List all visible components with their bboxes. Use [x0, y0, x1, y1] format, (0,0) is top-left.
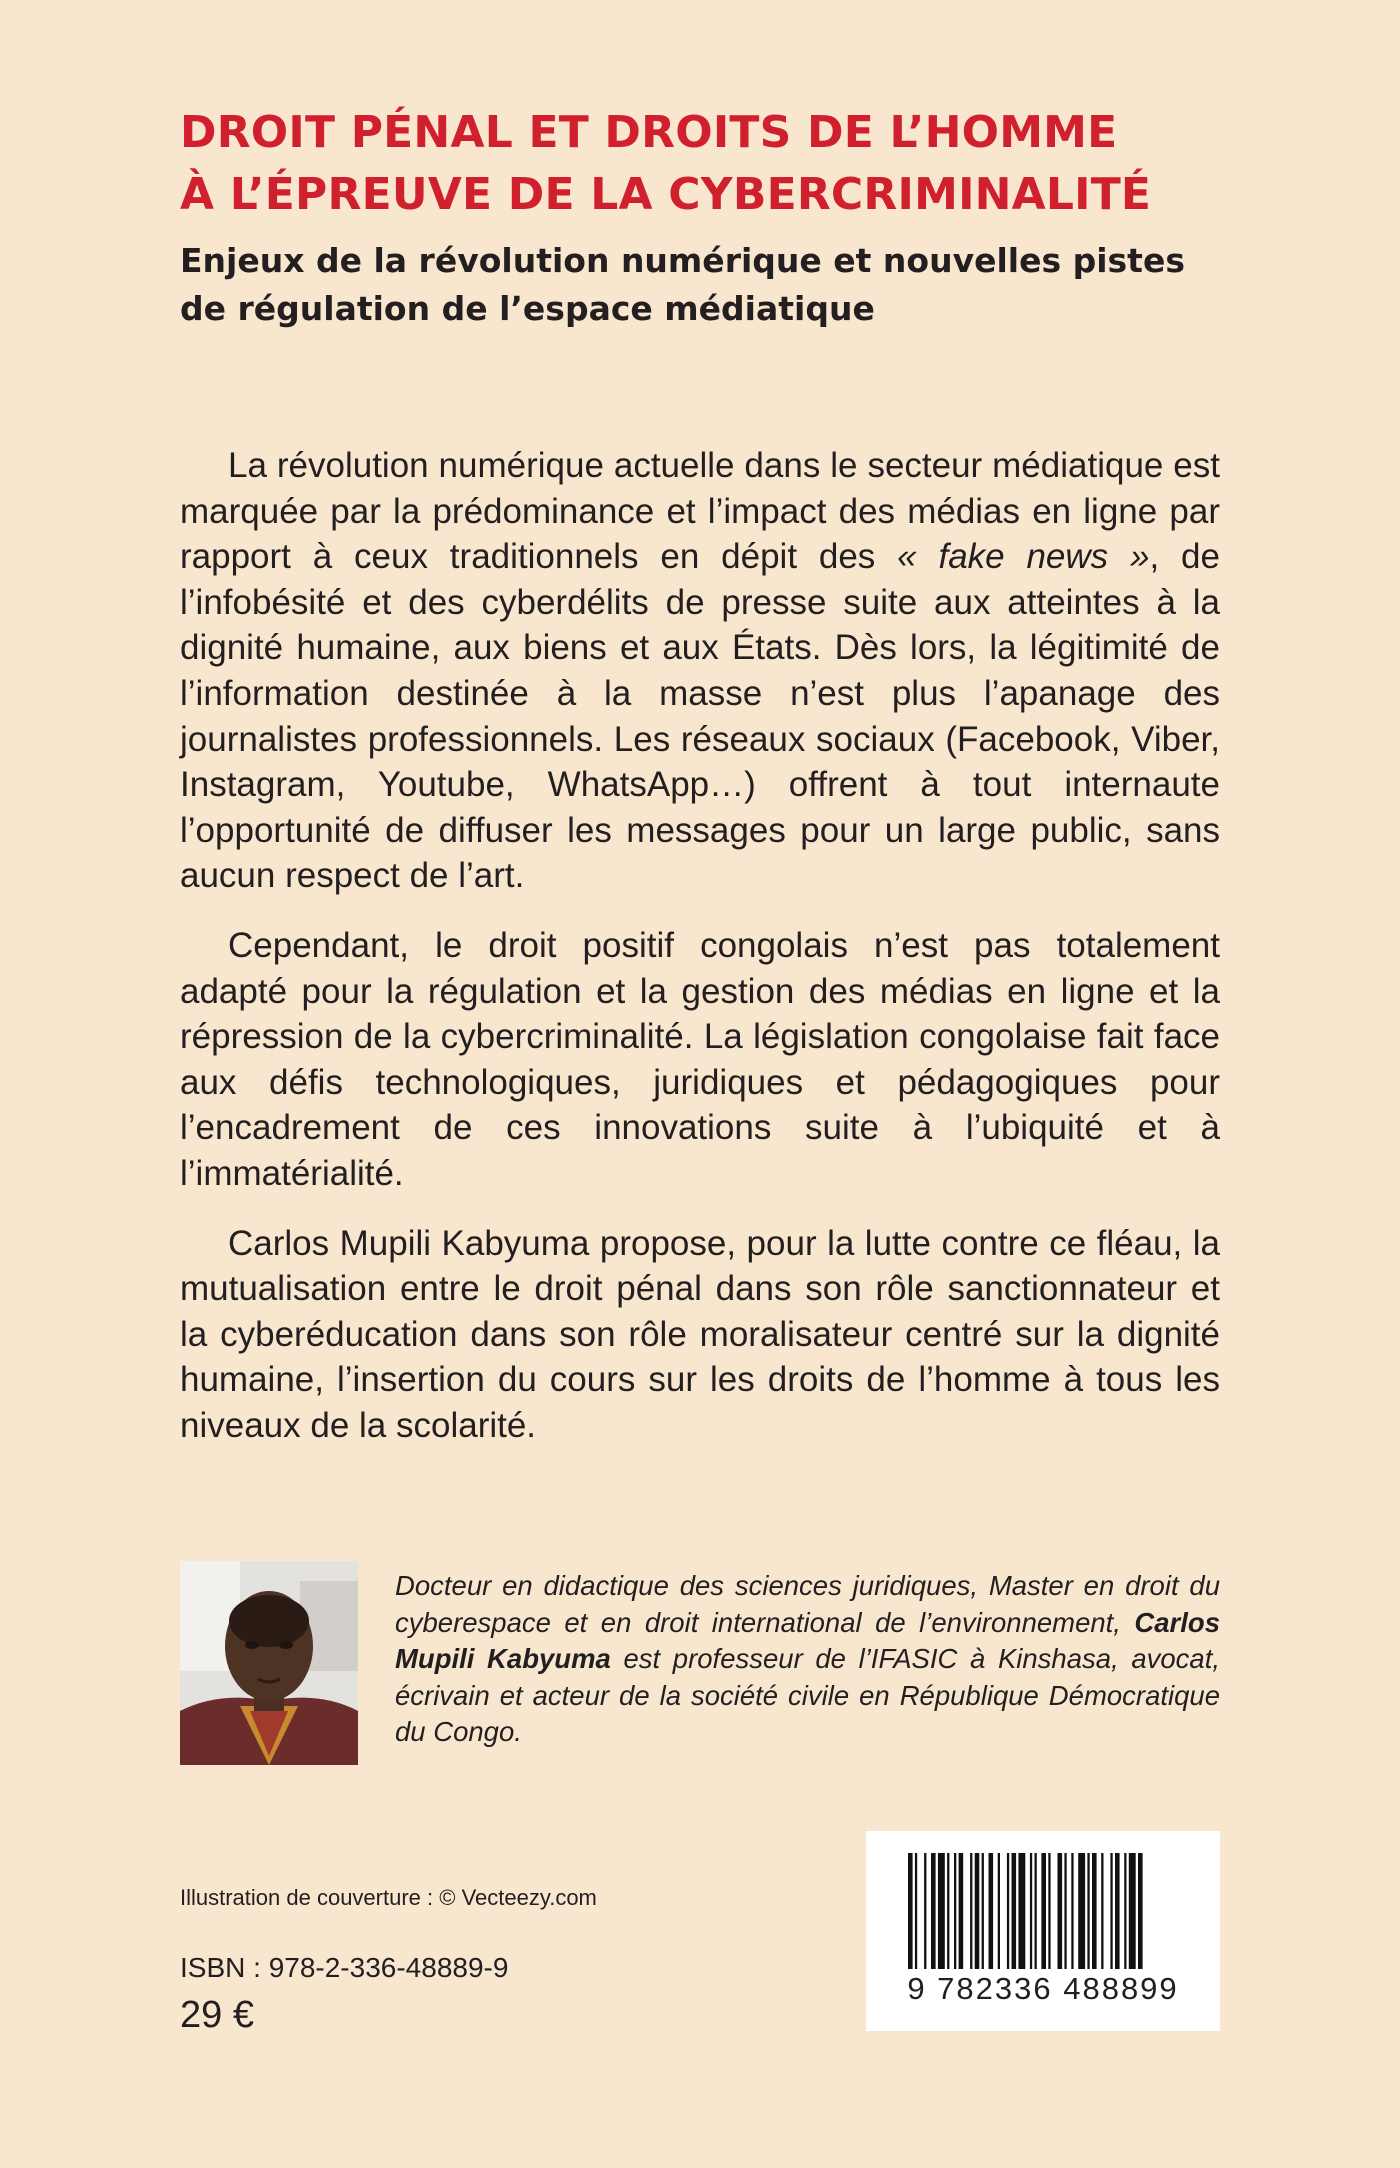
barcode-bar — [954, 1853, 956, 1969]
book-subtitle-line-2: de régulation de l’espace médiatique — [180, 289, 875, 328]
author-name: Carlos Mupili Kabyuma — [395, 1606, 1220, 1675]
book-title-line-2: À L’ÉPREUVE DE LA CYBERCRIMINALITÉ — [180, 169, 1152, 220]
barcode — [866, 1831, 1220, 2031]
book-title — [180, 102, 1240, 226]
barcode-bar — [975, 1853, 980, 1969]
barcode-bar — [1058, 1853, 1063, 1969]
barcode-bar — [989, 1853, 994, 1969]
barcode-bar — [1071, 1853, 1073, 1969]
blurb — [180, 443, 1220, 1472]
blurb-paragraph-1: La révolution numérique actuelle dans le secteur médiatique est marquée par la prédominance et l’impact des médias en ligne par rapport à ceux traditionnels en dépit des « fake news », de l’infobésité et des cyberdélits de presse suite aux atteintes à la dignité humaine, aux biens et aux États. Dès lors, la légitimité de l’information destinée à la masse n’est plus l’apanage des journalistes professionnels. Les réseaux sociaux (Facebook, Viber, Instagram, Youtube, WhatsApp…) offrent à tout internaute l’opportunité de diffuser les messages pour un large public, sans aucun respect de l’art. — [180, 446, 1220, 896]
barcode-bar — [1030, 1853, 1032, 1969]
barcode-bar — [924, 1853, 926, 1969]
barcode-bar — [1064, 1853, 1066, 1969]
author-bio: Docteur en didactique des sciences juridiques, Master en droit du cyberespace et en droit international de l’environnement, Carlos Mupili Kabyuma est professeur de l’IFASIC à Kinshasa, avocat, écrivain et acteur de la société civile en République Démocratique du Congo. — [395, 1570, 1221, 1748]
blurb-paragraph-3: Carlos Mupili Kabyuma propose, pour la lutte contre ce fléau, la mutualisation entre le droit pénal dans son rôle sanctionnateur et la cyberéducation dans son rôle moralisateur centré sur la dignité humaine, l’insertion du cours sur les droits de l’homme à tous les niveaux de la scolarité. — [180, 1223, 1220, 1445]
barcode-bar — [938, 1853, 945, 1969]
book-title-line-1: DROIT PÉNAL ET DROITS DE L’HOMME — [180, 107, 1118, 158]
book-subtitle — [180, 237, 1240, 333]
barcode-bar — [931, 1853, 936, 1969]
fake-news-quote: « fake news » — [897, 537, 1150, 577]
barcode-bar — [1138, 1853, 1143, 1969]
barcode-bar — [1087, 1853, 1089, 1969]
barcode-bar — [1115, 1853, 1120, 1969]
barcode-bar — [1007, 1853, 1009, 1969]
barcode-bar — [947, 1853, 949, 1969]
barcode-bar — [1018, 1853, 1025, 1969]
barcode-bar — [982, 1853, 984, 1969]
barcode-bar — [1041, 1853, 1046, 1969]
isbn: ISBN : 978-2-336-48889-9 — [180, 1952, 509, 1983]
illustration-credit: Illustration de couverture : © Vecteezy.com — [180, 1885, 597, 1910]
book-subtitle-line-1: Enjeux de la révolution numérique et nouvelles pistes — [180, 241, 1185, 280]
barcode-bar — [1035, 1853, 1037, 1969]
barcode-number: 9 782336 488899 — [907, 1971, 1179, 2006]
author-photo — [180, 1561, 358, 1765]
barcode-bar — [915, 1853, 917, 1969]
price: 29 € — [180, 1994, 254, 2036]
barcode-bar — [959, 1853, 964, 1969]
barcode-bar — [1092, 1853, 1097, 1969]
barcode-bar — [970, 1853, 972, 1969]
blurb-paragraph-2: Cependant, le droit positif congolais n’est pas totalement adapté pour la régulation et la gestion des médias en ligne et la répression de la cybercriminalité. La législation congolaise fait face aux défis technologiques, juridiques et pédagogiques pour l’encadrement de ces innovations suite à l’ubiquité et à l’immatérialité. — [180, 925, 1220, 1193]
barcode-bar — [1124, 1853, 1126, 1969]
barcode-bar — [1110, 1853, 1112, 1969]
barcode-bar — [1048, 1853, 1050, 1969]
barcode-bar — [1129, 1853, 1136, 1969]
barcode-bar — [1101, 1853, 1103, 1969]
barcode-bar — [908, 1853, 913, 1969]
barcode-bar — [1012, 1853, 1017, 1969]
barcode-bar — [998, 1853, 1000, 1969]
author-portrait-illustration — [180, 1561, 358, 1765]
barcode-bar — [1078, 1853, 1085, 1969]
